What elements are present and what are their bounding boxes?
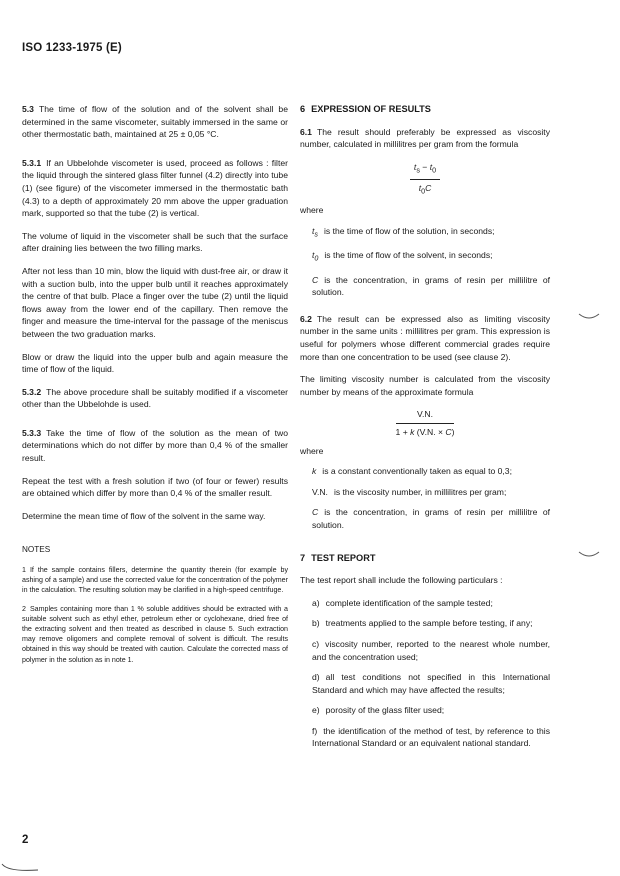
paragraph: The volume of liquid in the viscometer shall be such that the surface after draining lies between the two filling marks. (22, 230, 288, 254)
list-label: a) (312, 597, 320, 608)
clause-number: 5.3 (22, 104, 34, 114)
list-label: e) (312, 705, 320, 716)
symbol: C (312, 274, 319, 285)
fraction (396, 408, 455, 438)
section-title: TEST REPORT (311, 552, 376, 563)
clause-text: The above procedure shall be suitably modified if a viscometer other than the Ubbelohde is used. (22, 386, 288, 410)
definition-text: is the viscosity number, in millilitres per gram; (333, 486, 507, 497)
list-label: c) (312, 638, 320, 649)
page-number: 2 (22, 834, 29, 846)
clause-text: The time of flow of the solution and of the solvent shall be determined in the same viscometer, suitably immersed in the same or other thermostatic bath, maintained at 25 ± 0,05 °C. (22, 104, 288, 140)
list-item (312, 638, 550, 663)
note-item (22, 604, 288, 665)
list-text: treatments applied to the sample before testing, if any; (325, 618, 533, 629)
fraction-denominator (410, 180, 440, 198)
note-item (22, 565, 288, 596)
where-label: where (300, 205, 324, 216)
list-item (312, 597, 550, 610)
symbol: $t_s$ (312, 226, 318, 239)
fraction-numerator: V.N. (396, 408, 455, 424)
definition-item (312, 274, 550, 299)
note-text: Samples containing more than 1 % soluble additives should be extracted with a suitable solvent such as ethyl ether, petroleum ether or cyclohexane, dried free of the extracting solvent and then treated as described in clause 5. Such extraction may remove oligomers and complete removal of solvent is difficult. The results obtained in this way should be treated with caution. Calculate the corrected mass of polymer in the solution as in note 1. (22, 604, 288, 664)
clause-5-3-1 (22, 157, 288, 220)
clause-number: 6.2 (300, 313, 312, 324)
list-text: complete identification of the sample tested; (325, 597, 493, 608)
clause-number: 6.1 (300, 126, 312, 137)
symbol: k (312, 466, 317, 477)
clause-5-3 (22, 103, 288, 141)
left-column (22, 103, 288, 673)
definition-item (312, 249, 550, 265)
viscosity-number-formula (300, 161, 550, 199)
scan-mark (0, 862, 40, 874)
list-item (312, 671, 550, 696)
right-column (300, 103, 550, 758)
fraction-denominator: 1 + k (V.N. × C) (395, 426, 455, 437)
list-label: d) (312, 672, 320, 683)
definition-text: is the concentration, in grams of resin per millilitre of solution. (312, 507, 550, 530)
paragraph: Blow or draw the liquid into the upper bulb and again measure the time of flow of the liquid. (22, 351, 288, 375)
clause-text: If an Ubbelohde viscometer is used, proceed as follows : filter the liquid through the sintered glass filter funnel (4.2) directly into tube (1) (see figure) of the viscometer immersed in the thermostatic bath (4.3) to a depth of approximately 20 mm above the upper graduation mark, supported so that the tube (2) is vertical. (22, 157, 288, 219)
symbol: $t_0$ (312, 250, 319, 264)
clause-number: 5.3.3 (22, 427, 42, 438)
list-item (312, 725, 550, 750)
note-number: 2 (22, 604, 26, 613)
list-item (312, 704, 550, 717)
list-label: f) (312, 725, 318, 736)
section-6-heading (300, 103, 550, 116)
clause-text: Take the time of flow of the solution as the mean of two determinations which do not differ by more than 0,4 % of the smaller result. (22, 427, 288, 464)
symbol: t (413, 161, 417, 172)
clause-6-2 (300, 313, 550, 363)
definition-item (312, 486, 550, 499)
list-text: viscosity number, reported to the nearest whole number, and the concentration used; (312, 638, 550, 662)
clause-5-3-3 (22, 427, 288, 465)
paragraph: After not less than 10 min, blow the liquid with dust-free air, or draw it with a suction bulb, into the upper bulb until it reaches approximately the centre of that bulb. Place a finger over the tube (2) until the liquid flows away from the lower end of the capillary. Then remove the finger and measure the time-interval for the passage of the meniscus between the two graduation marks. (22, 265, 288, 339)
definition-text: is the time of flow of the solution, in seconds; (323, 226, 495, 236)
clause-number: 5.3.1 (22, 157, 42, 168)
section-number: 7 (300, 552, 306, 563)
operator: − (419, 161, 430, 172)
symbol: t (429, 161, 433, 172)
definition-item (312, 465, 550, 478)
note-number: 1 (22, 566, 26, 575)
definition-item (312, 506, 550, 531)
scan-mark (578, 312, 600, 324)
list-text: the identification of the method of test, by reference to this International Standard or an equivalent national standard. (312, 725, 550, 749)
note-text: If the sample contains fillers, determine the quantity therein (for example by ashing of a sample) and use the corrected value for the concentration of the polymer in the calculation. The resulting solution may be clarified in a high-speed centrifuge. (22, 566, 288, 595)
list-label: b) (312, 618, 320, 629)
section-7-heading (300, 552, 550, 565)
definition-item (312, 225, 550, 241)
notes-heading: NOTES (22, 545, 51, 555)
paragraph: The limiting viscosity number is calculated from the viscosity number by means of the approximate formula (300, 374, 550, 397)
symbol: t (418, 183, 422, 194)
section-title: EXPRESSION OF RESULTS (311, 104, 431, 114)
list-text: porosity of the glass filter used; (325, 705, 445, 716)
paragraph: The test report shall include the following particulars : (300, 575, 503, 586)
list-text: all test conditions not specified in this International Standard and which may have affected the results; (312, 672, 550, 695)
list-item (312, 617, 550, 630)
symbol: C (425, 183, 432, 194)
symbol: V.N. (312, 486, 328, 497)
subscript: 0 (432, 166, 437, 175)
subscript: s (416, 166, 420, 175)
clause-text: The result can be expressed also as limiting viscosity number in the same units : millilitres per gram. This expression is useful for polymers whose different commercial grades require more than one concentration to be used (see clause 2). (300, 313, 550, 362)
fraction (410, 161, 440, 199)
clause-number: 5.3.2 (22, 386, 42, 397)
subscript: 0 (421, 187, 426, 196)
paragraph: Repeat the test with a fresh solution if two (of four or fewer) results are obtained which differ by more than 0,4 % of the smaller result. (22, 475, 288, 499)
clause-6-1 (300, 126, 550, 151)
where-label: where (300, 445, 324, 456)
definition-text: is the concentration, in grams of resin per millilitre of solution. (312, 274, 550, 298)
scan-mark (578, 550, 600, 562)
fraction-numerator (410, 161, 440, 180)
symbol: C (312, 507, 319, 518)
definition-text: is the time of flow of the solvent, in seconds; (324, 250, 493, 261)
section-number: 6 (300, 104, 306, 114)
clause-text: The result should preferably be expressed as viscosity number, calculated in millilitres per gram from the formula (300, 126, 550, 150)
paragraph: Determine the mean time of flow of the solvent in the same way. (22, 510, 266, 521)
clause-5-3-2 (22, 386, 288, 411)
definition-text: is a constant conventionally taken as equal to 0,3; (322, 466, 512, 477)
limiting-viscosity-formula (300, 408, 550, 438)
document-header: ISO 1233-1975 (E) (22, 42, 122, 54)
